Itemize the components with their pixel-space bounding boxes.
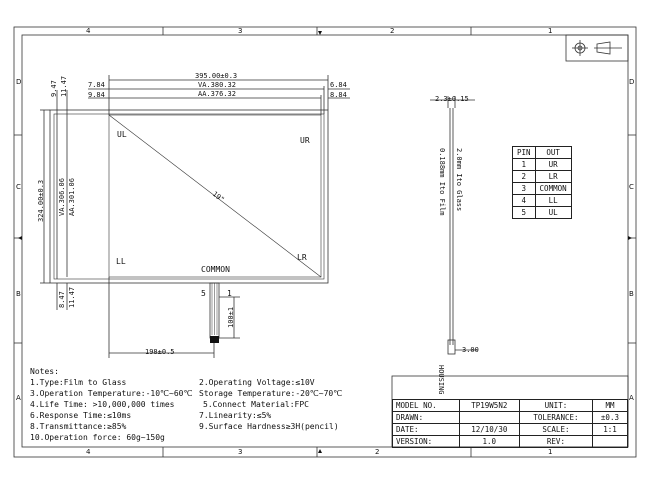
grid-row-a-left: A	[16, 394, 21, 402]
table-row	[513, 171, 572, 183]
dim-width-total: 395.00±0.3	[195, 72, 238, 80]
note-item: 3.Operation Temperature:-10℃~60℃	[30, 389, 193, 398]
grid-col-2-top: 2	[390, 27, 395, 35]
diagonal-size-label: 19"	[210, 189, 226, 205]
table-row	[393, 424, 628, 436]
pin-number: 3	[513, 183, 536, 195]
fpc-offset-dim: 198±0.5	[145, 348, 175, 356]
fpc-length-dim: 100±1	[227, 306, 235, 328]
pin-out: UR	[535, 159, 571, 171]
tolerance-value: ±0.3	[592, 412, 627, 424]
pin-number: 1	[513, 159, 536, 171]
date-label: DATE:	[393, 424, 460, 436]
table-row	[393, 436, 628, 448]
corner-ul-label: UL	[117, 130, 127, 139]
pin-number: 2	[513, 171, 536, 183]
grid-col-3-bottom: 3	[238, 448, 243, 456]
dim-left-bottom: 9.84	[88, 91, 105, 99]
grid-row-d-right: D	[629, 78, 635, 86]
note-item: 5.Connect Material:FPC	[203, 400, 309, 409]
left-center-mark	[18, 236, 22, 240]
dim-va-height: VA.306.06	[58, 178, 66, 216]
table-row	[513, 159, 572, 171]
dim-top-outer: 9.47	[50, 80, 58, 97]
pin-number: 5	[513, 207, 536, 219]
pin-out: LR	[535, 171, 571, 183]
date-value: 12/10/30	[459, 424, 519, 436]
dim-left-top: 7.84	[88, 81, 105, 89]
corner-ur-label: UR	[300, 136, 310, 145]
out-header: OUT	[535, 147, 571, 159]
grid-row-c-left: C	[16, 183, 21, 191]
grid-col-3-top: 3	[238, 27, 243, 35]
dim-aa-width: AA.376.32	[198, 90, 236, 98]
corner-ll-label: LL	[116, 257, 126, 266]
model-label: MODEL NO.	[393, 400, 460, 412]
grid-col-2-bottom: 2	[375, 448, 380, 456]
pin-table	[512, 146, 572, 219]
housing-dim: 3.00	[462, 346, 479, 354]
rev-label: REV:	[519, 436, 592, 448]
pin-out: UL	[535, 207, 571, 219]
table-row	[393, 400, 628, 412]
side-glass-label: 2.0mm Ito Glass	[455, 148, 463, 212]
pin-out: LL	[535, 195, 571, 207]
model-value: TP19W5N2	[459, 400, 519, 412]
notes-title: Notes:	[30, 367, 59, 376]
pin-header: PIN	[513, 147, 536, 159]
right-center-mark	[628, 236, 632, 240]
version-value: 1.0	[459, 436, 519, 448]
tolerance-label: TOLERANCE:	[519, 412, 592, 424]
note-item: 9.Surface Hardness≥3H(pencil)	[199, 422, 339, 431]
dim-height-total: 324.00±0.3	[37, 179, 45, 222]
dim-right-bottom: 8.84	[330, 91, 347, 99]
fpc-pin-5-label: 5	[201, 289, 206, 298]
dim-right-top: 6.84	[330, 81, 347, 89]
table-row	[513, 207, 572, 219]
top-center-mark	[318, 31, 322, 35]
dim-va-width: VA.380.32	[198, 81, 236, 89]
unit-label: UNIT:	[519, 400, 592, 412]
grid-col-1-bottom: 1	[548, 448, 553, 456]
unit-value: MM	[592, 400, 627, 412]
pin-out: COMMON	[535, 183, 571, 195]
note-item: 2.Operating Voltage:≤10V	[199, 378, 315, 387]
version-label: VERSION:	[393, 436, 460, 448]
note-item: 8.Transmittance:≥85%	[30, 422, 127, 431]
table-row	[393, 412, 628, 424]
table-row	[513, 195, 572, 207]
drawn-label: DRAWN:	[393, 412, 460, 424]
drawn-value	[459, 412, 519, 424]
note-item: 10.Operation force: 60g~150g	[30, 433, 165, 442]
note-item: 6.Response Time:≤10ms	[30, 411, 132, 420]
fpc-pin-1-label: 1	[227, 289, 232, 298]
pin-table-header	[513, 147, 572, 159]
scale-label: SCALE:	[519, 424, 592, 436]
dim-top-inner: 11.47	[60, 75, 68, 97]
panel-outline	[50, 110, 328, 283]
rev-value	[592, 436, 627, 448]
note-item: 7.Linearity:≤5%	[199, 411, 272, 420]
grid-col-4-bottom: 4	[86, 448, 91, 456]
grid-col-1-top: 1	[548, 27, 553, 35]
corner-lr-label: LR	[297, 253, 307, 262]
pin-number: 4	[513, 195, 536, 207]
dim-bottom-inner: 11.47	[68, 286, 76, 308]
note-item: Storage Temperature:-20℃~70℃	[199, 389, 343, 398]
fpc-connector	[210, 336, 219, 343]
grid-row-c-right: C	[629, 183, 634, 191]
bottom-center-mark	[318, 449, 322, 453]
grid-row-b-right: B	[629, 290, 634, 298]
housing-label: HOUSING	[437, 365, 445, 395]
title-block	[392, 399, 628, 448]
dim-aa-height: AA.301.06	[68, 178, 76, 216]
side-film-label: 0.188mm Ito Film	[438, 148, 446, 216]
grid-col-4-top: 4	[86, 27, 91, 35]
grid-row-a-right: A	[629, 394, 634, 402]
grid-row-d-left: D	[16, 78, 22, 86]
common-label: COMMON	[201, 265, 230, 274]
dim-bottom-outer: 8.47	[58, 291, 66, 308]
note-item: 1.Type:Film to Glass	[30, 378, 127, 387]
grid-row-b-left: B	[16, 290, 21, 298]
note-item: 4.Life Time: >10,000,000 times	[30, 400, 175, 409]
table-row	[513, 183, 572, 195]
side-thickness-dim: 2.3±0.15	[435, 95, 469, 103]
scale-value: 1:1	[592, 424, 627, 436]
